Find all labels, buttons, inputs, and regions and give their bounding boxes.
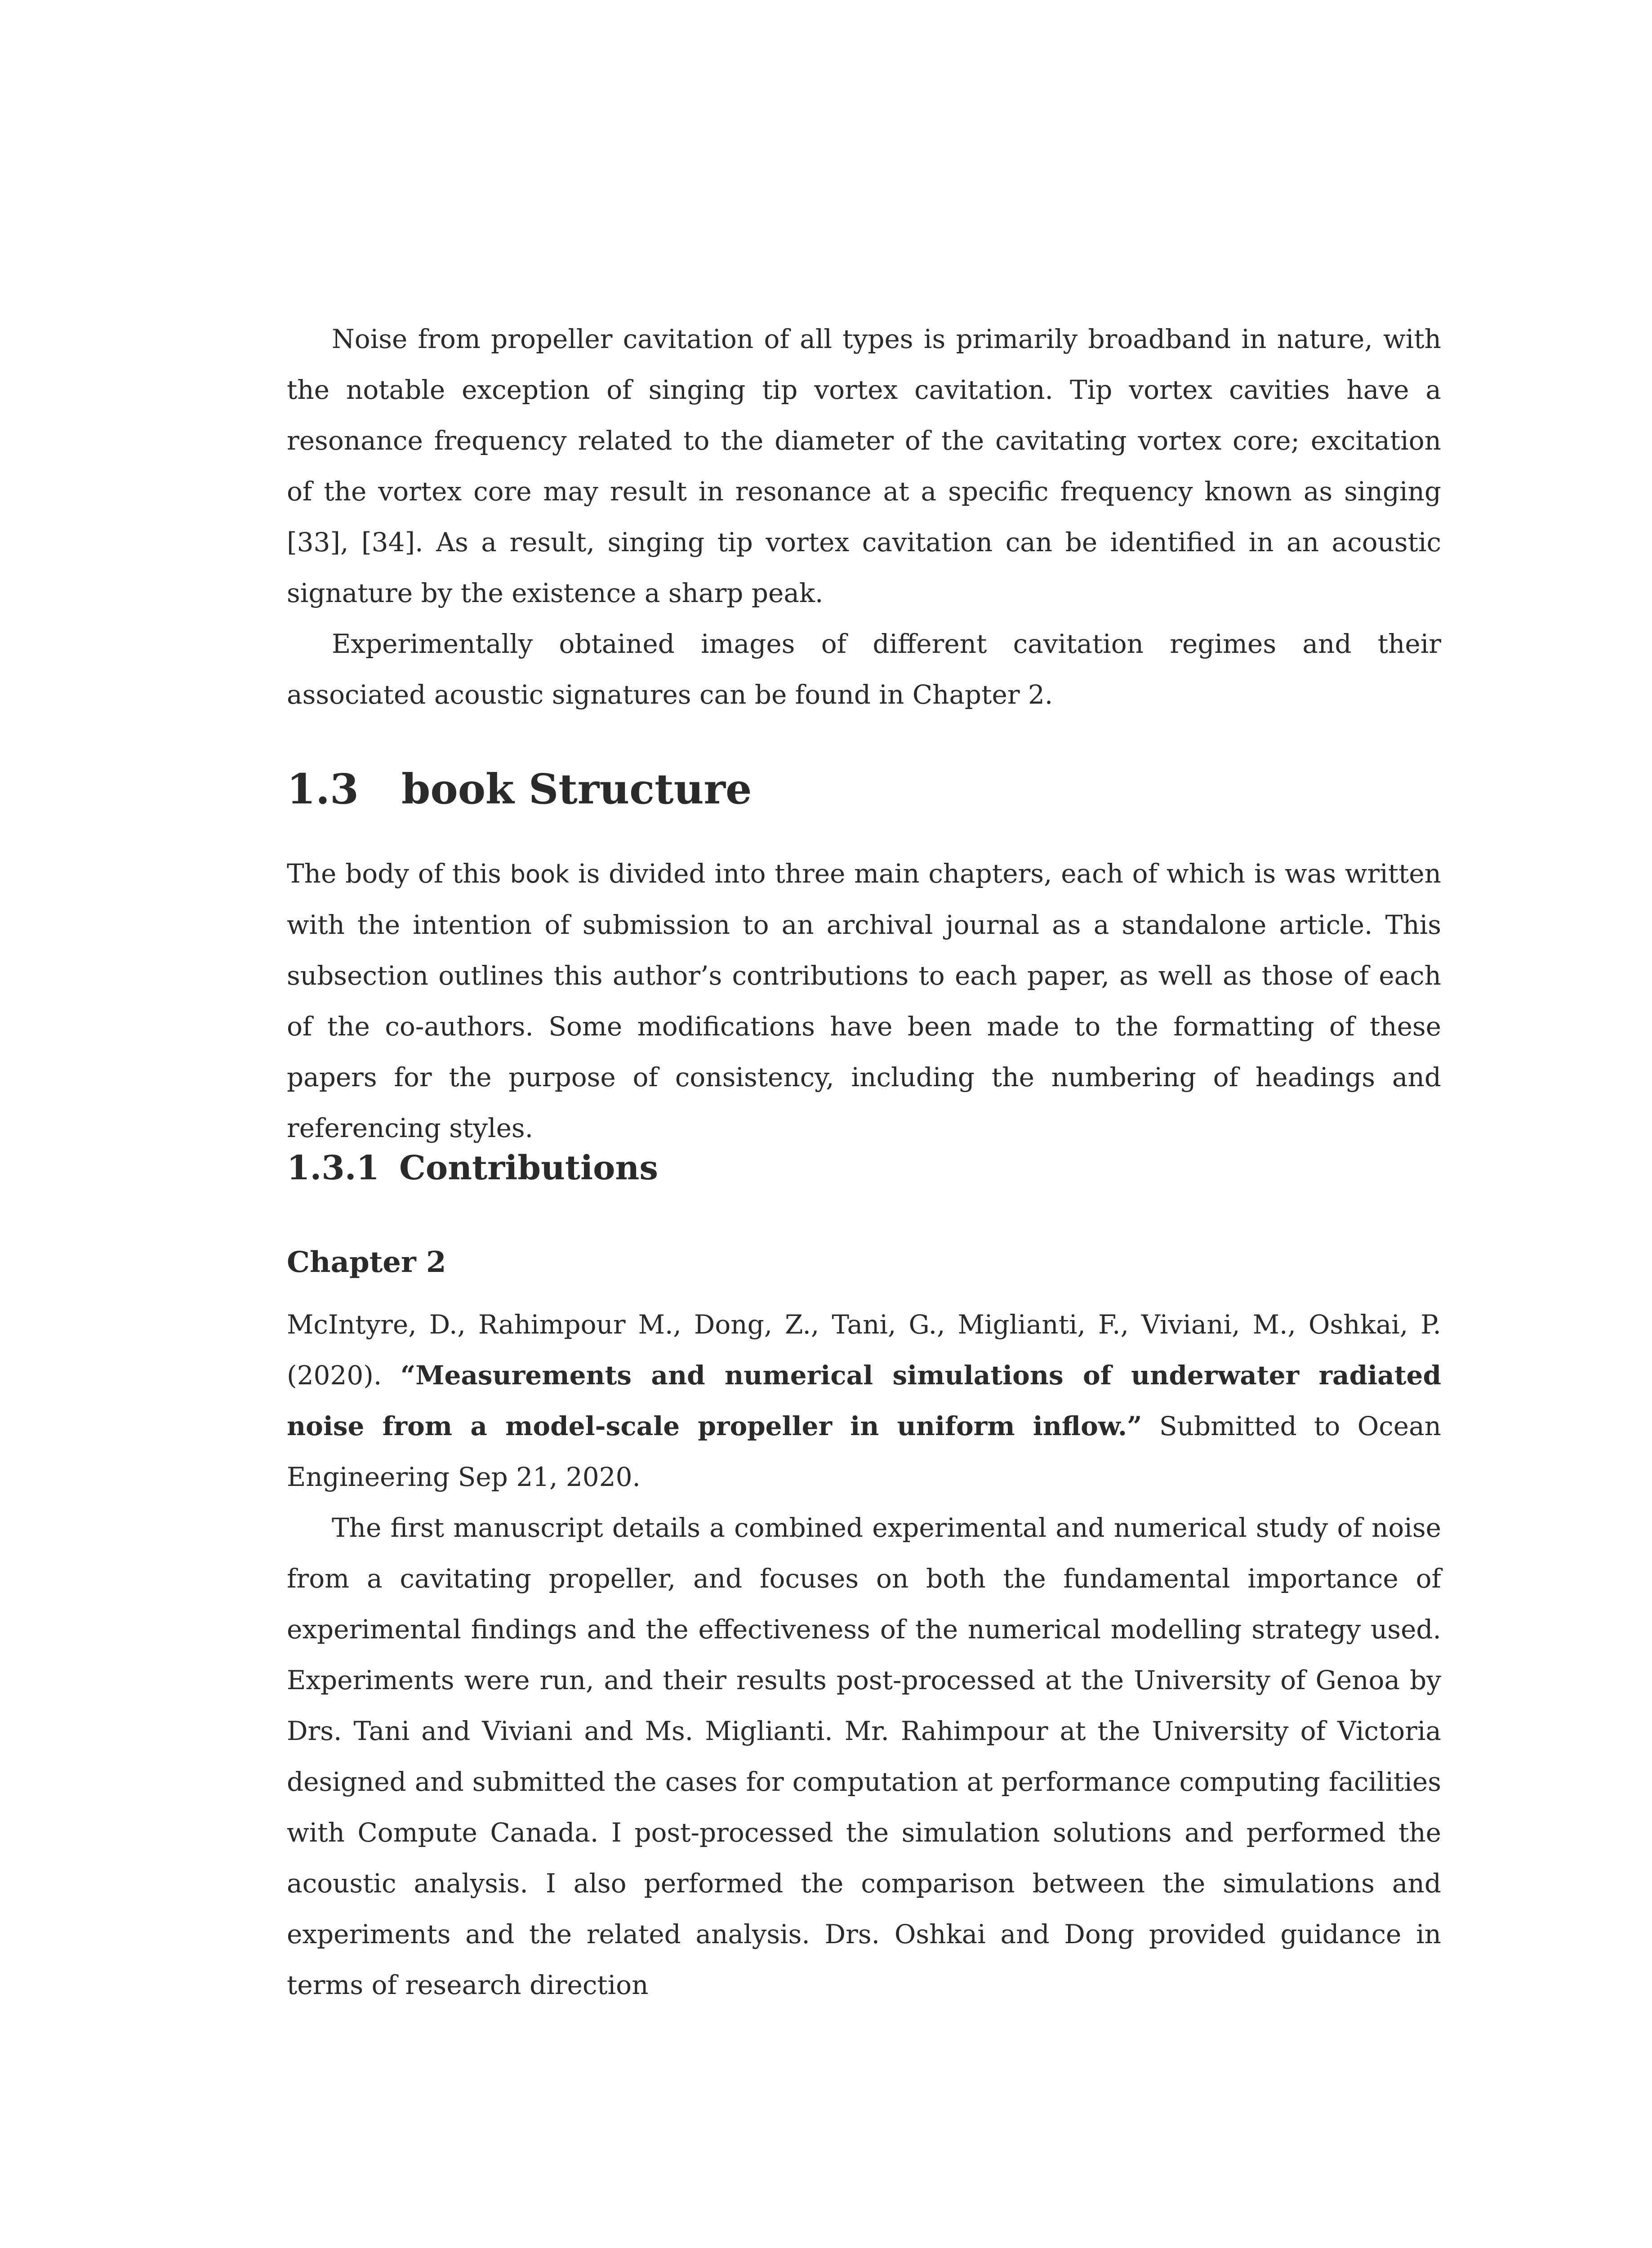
section-paragraph	[287, 848, 1441, 1154]
chapter2-heading: Chapter 2	[287, 1245, 446, 1279]
intro-paragraph-2: Experimentally obtained images of different cavitation regimes and their associated acoustic signatures can be found in Chapter 2.	[287, 629, 1441, 710]
section-number: 1.3	[287, 765, 359, 813]
subsection-number: 1.3.1	[287, 1149, 379, 1187]
subsection-heading	[287, 1146, 658, 1191]
citation-title: “Measurements and numerical simulations of underwater radiated noise from a model-scale propeller in uniform inflow.”	[287, 1360, 1441, 1441]
section-heading	[287, 764, 752, 814]
citation-authors: McIntyre, D., Rahimpour M., Dong, Z., Tani, G., Miglianti, F., Viviani, M., Oshkai, P. (2020).	[287, 1309, 1441, 1391]
citation-tail: Submitted to Ocean Engineering Sep 21, 2020.	[287, 1411, 1441, 1492]
section-paragraph-word: book	[510, 860, 570, 888]
chapter2-citation	[287, 1299, 1441, 1503]
section-paragraph-before: The body of this	[287, 858, 510, 889]
intro-paragraph-1: Noise from propeller cavitation of all types is primarily broadband in nature, with the notable exception of singing tip vortex cavitation. Tip vortex cavities have a resonance frequency related to the diameter of the cavitating vortex core; excitation of the vortex core may result in resonance at a specific frequency known as singing [33], [34]. As a result, singing tip vortex cavitation can be identified in an acoustic signature by the existence a sharp peak.	[287, 324, 1441, 608]
section-paragraph-after: is divided into three main chapters, each of which is was written with the intention of submission to an archival journal as a standalone article. This subsection outlines this author’s contributions to each paper, as well as those of each of the co-authors. Some modifications have been made to the formatting of these papers for the purpose of consistency, including the numbering of headings and referencing styles.	[287, 858, 1441, 1143]
section-title: book Structure	[401, 765, 752, 813]
chapter2-paragraph: The first manuscript details a combined experimental and numerical study of noise from a cavitating propeller, and focuses on both the fundamental importance of experimental findings and the effectiveness of the numerical modelling strategy used. Experiments were run, and their results post-processed at the University of Genoa by Drs. Tani and Viviani and Ms. Miglianti. Mr. Rahimpour at the University of Victoria designed and submitted the cases for computation at performance computing facilities with Compute Canada. I post-processed the simulation solutions and performed the acoustic analysis. I also performed the comparison between the simulations and experiments and the related analysis. Drs. Oshkai and Dong provided guidance in terms of research direction	[287, 1512, 1441, 2000]
subsection-title: Contributions	[399, 1149, 658, 1187]
